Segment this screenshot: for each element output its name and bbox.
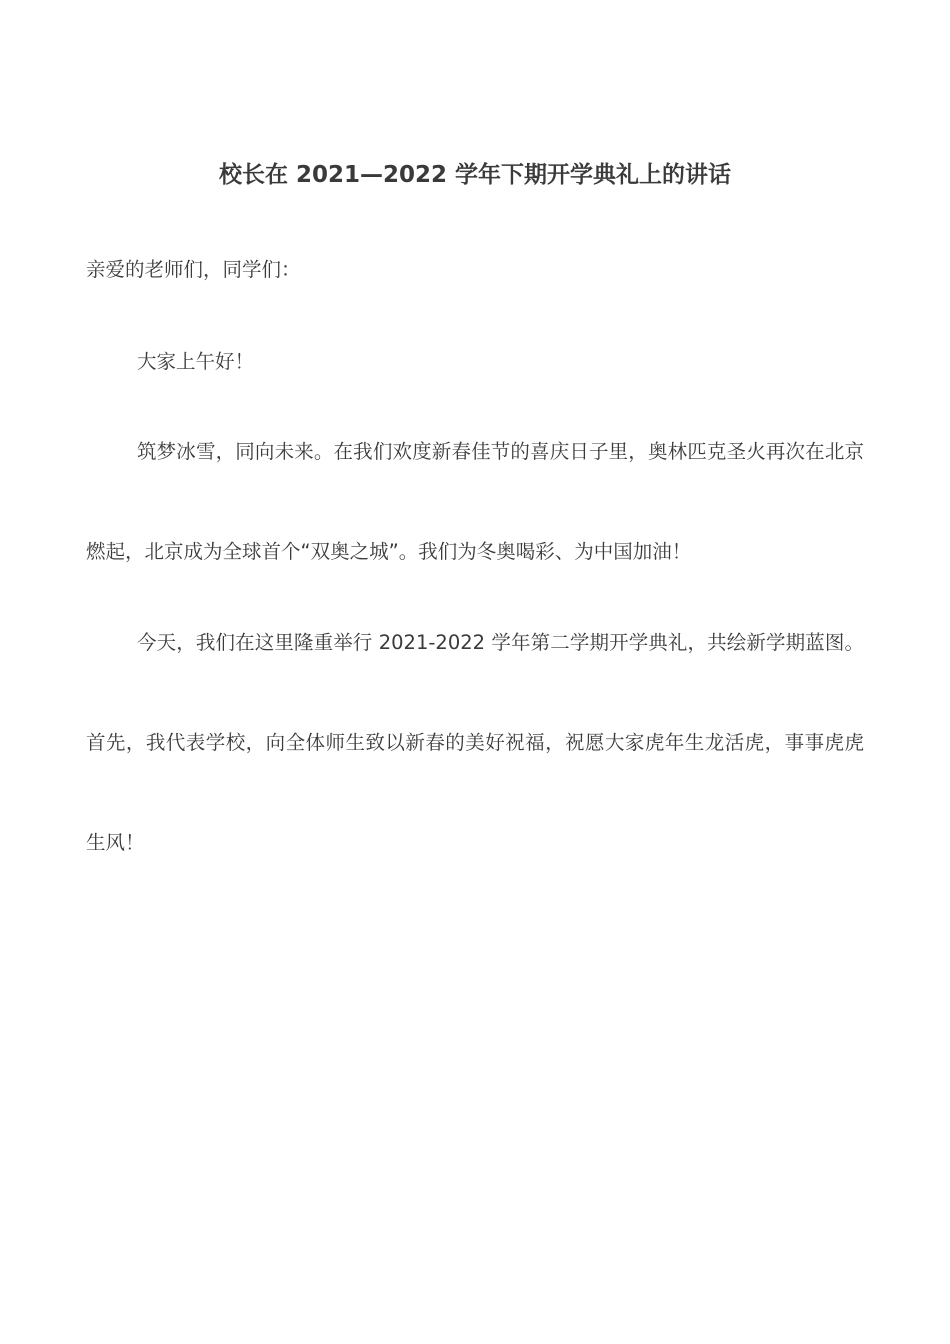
- salutation: 亲爱的老师们，同学们：: [86, 258, 301, 281]
- paragraph-ceremony: 今天，我们在这里隆重举行 2021-2022 学年第二学期开学典礼，共绘新学期蓝图。首先，我代表学校，向全体师生致以新春的美好祝福，祝愿大家虎年生龙活虎，事事虎虎生风！: [86, 631, 864, 854]
- paragraph-olympics: 筑梦冰雪，同向未来。在我们欢度新春佳节的喜庆日子里，奥林匹克圣火再次在北京燃起，北京成为全球首个“双奥之城”。我们为冬奥喝彩、为中国加油！: [86, 440, 864, 563]
- document-body: [86, 250, 864, 893]
- document-title: 校长在 2021—2022 学年下期开学典礼上的讲话: [218, 162, 732, 188]
- paragraph-greeting: 大家上午好！: [137, 350, 255, 373]
